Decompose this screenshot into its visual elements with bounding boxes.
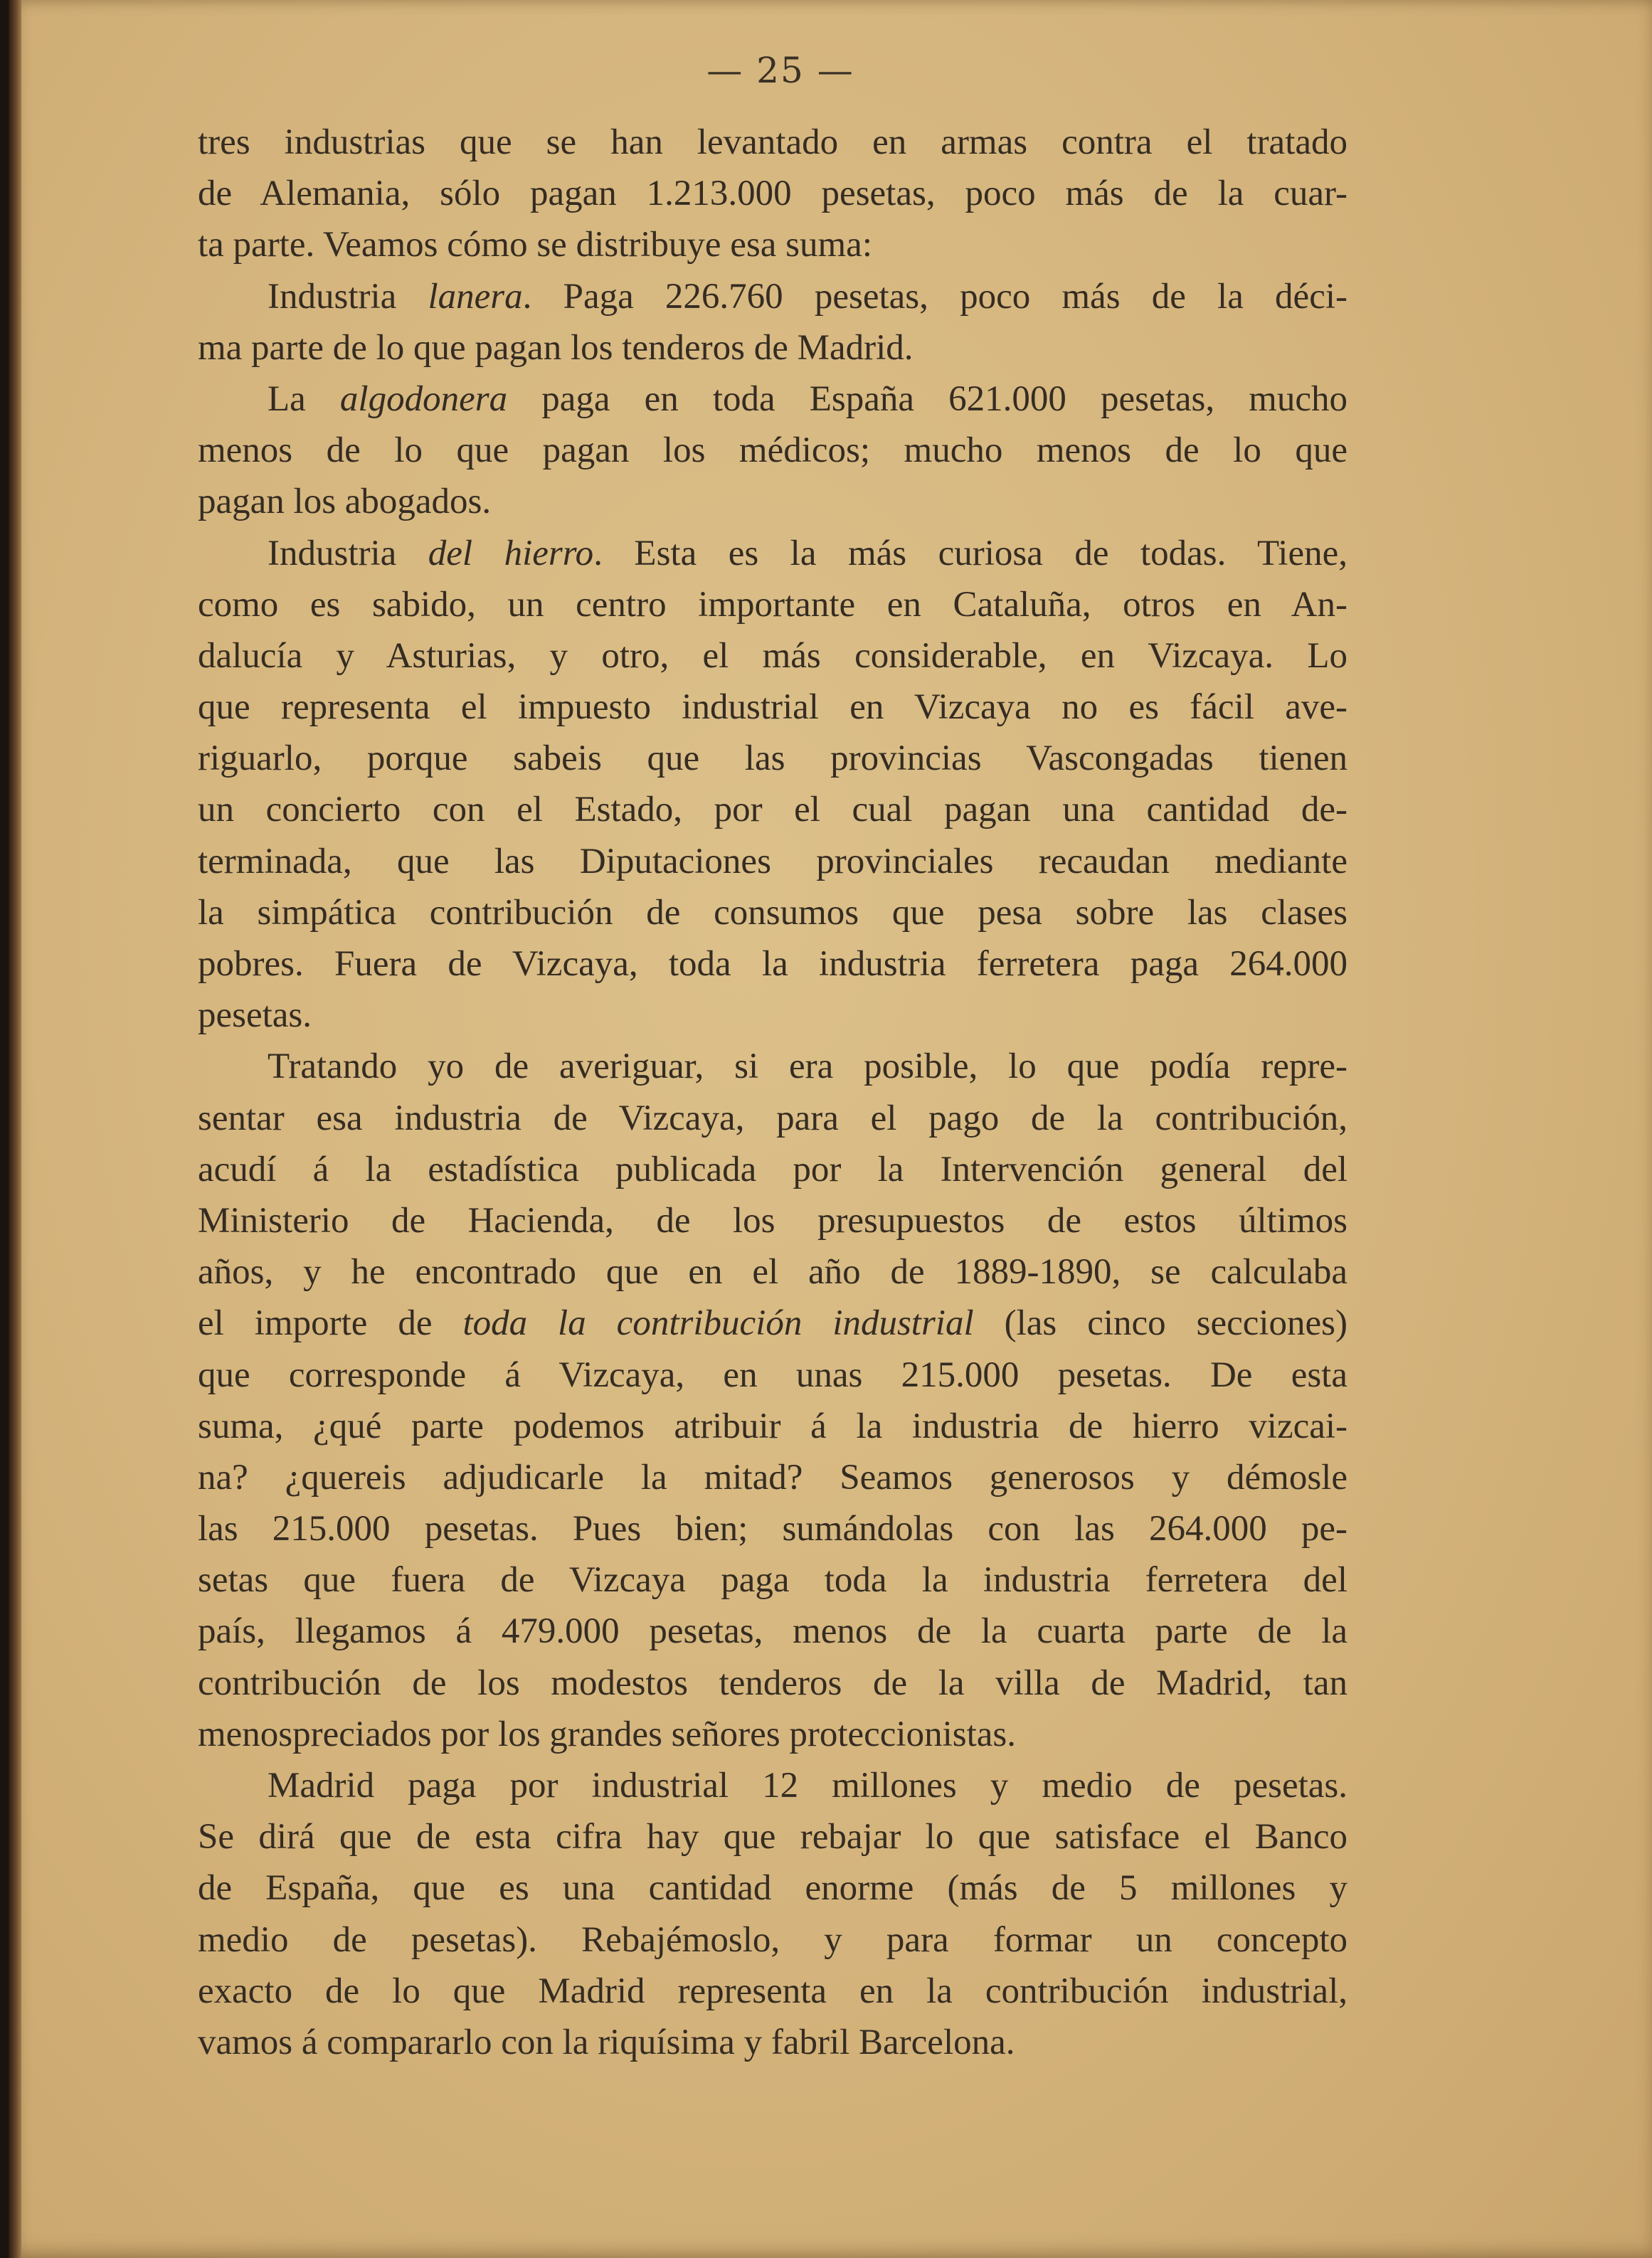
text-line: pobres. Fuera de Vizcaya, toda la industria ferretera paga 264.000 <box>198 944 1347 984</box>
text-line: setas que fuera de Vizcaya paga toda la industria ferretera del <box>198 1560 1347 1601</box>
text-line: país, llegamos á 479.000 pesetas, menos de la cuarta parte de la <box>198 1611 1347 1652</box>
text-line: terminada, que las Diputaciones provinciales recaudan mediante <box>198 841 1347 881</box>
text-run: paga en toda España 621.000 pesetas, mucho <box>507 378 1347 419</box>
text-line: de España, que es una cantidad enorme (más de 5 millones y <box>198 1868 1347 1909</box>
text-line: contribución de los modestos tenderos de la villa de Madrid, tan <box>198 1663 1347 1703</box>
text-line: Ministerio de Hacienda, de los presupuestos de estos últimos <box>198 1200 1347 1241</box>
text-line: ma parte de lo que pagan los tenderos de Madrid. <box>198 327 914 368</box>
text-line: Tratando yo de averiguar, si era posible, lo que podía repre- <box>268 1046 1347 1087</box>
book-binding-edge <box>9 0 21 2258</box>
text-line: na? ¿quereis adjudicarle la mitad? Seamos generosos y démosle <box>198 1457 1347 1498</box>
text-line: de Alemania, sólo pagan 1.213.000 pesetas, poco más de la cuar- <box>198 174 1347 214</box>
text-run: el importe de <box>198 1303 463 1344</box>
italic-run: toda la contribución industrial <box>462 1303 974 1344</box>
text-line: pagan los abogados. <box>198 482 492 522</box>
text-line <box>198 528 1347 579</box>
page-number: — 25 — <box>706 50 854 91</box>
text-line: un concierto con el Estado, por el cual pagan una cantidad de- <box>198 790 1347 830</box>
text-line: tres industrias que se han levantado en armas contra el tratado <box>198 122 1347 162</box>
text-line: exacto de lo que Madrid representa en la contribución industrial, <box>198 1971 1347 2011</box>
text-line: las 215.000 pesetas. Pues bien; sumándolas con las 264.000 pe- <box>198 1509 1347 1549</box>
text-line: sentar esa industria de Vizcaya, para el pago de la contribución, <box>198 1098 1347 1138</box>
body-text <box>198 117 1347 2068</box>
text-run: . Paga 226.760 pesetas, poco más de la déci- <box>522 276 1347 317</box>
text-line: medio de pesetas). Rebajémoslo, y para formar un concepto <box>198 1919 1347 1960</box>
text-line: Madrid paga por industrial 12 millones y medio de pesetas. <box>268 1766 1347 1806</box>
text-line: la simpática contribución de consumos que pesa sobre las clases <box>198 892 1347 933</box>
text-line: que corresponde á Vizcaya, en unas 215.000 pesetas. De esta <box>198 1355 1347 1395</box>
text-line <box>198 1298 1347 1349</box>
text-line: pesetas. <box>198 995 312 1036</box>
text-run: Industria <box>268 276 428 317</box>
italic-run: del hierro <box>428 533 594 573</box>
text-line: menospreciados por los grandes señores proteccionistas. <box>198 1714 1017 1754</box>
text-line: riguarlo, porque sabeis que las provincias Vascongadas tienen <box>198 738 1347 779</box>
text-line: años, y he encontrado que en el año de 1889-1890, se calculaba <box>198 1252 1347 1293</box>
italic-run: lanera <box>428 276 523 317</box>
text-line <box>198 373 1347 425</box>
text-line: ta parte. Veamos cómo se distribuye esa suma: <box>198 225 872 265</box>
text-run: . Esta es la más curiosa de todas. Tiene, <box>593 533 1347 573</box>
text-line: Se dirá que de esta cifra hay que rebajar lo que satisface el Banco <box>198 1817 1347 1857</box>
text-line <box>198 271 1347 322</box>
text-line: vamos á compararlo con la riquísima y fabril Barcelona. <box>198 2022 1015 2062</box>
text-run: Industria <box>268 533 428 573</box>
text-line: que representa el impuesto industrial en Vizcaya no es fácil ave- <box>198 687 1347 728</box>
italic-run: algodonera <box>339 378 508 419</box>
scanned-page <box>9 0 1652 2258</box>
text-line: acudí á la estadística publicada por la Intervención general del <box>198 1149 1347 1189</box>
text-run: (las cinco secciones) <box>973 1303 1347 1344</box>
text-run: La <box>268 378 340 419</box>
text-line: dalucía y Asturias, y otro, el más considerable, en Vizcaya. Lo <box>198 635 1347 676</box>
text-line: menos de lo que pagan los médicos; mucho menos de lo que <box>198 430 1347 471</box>
text-line: como es sabido, un centro importante en Cataluña, otros en An- <box>198 584 1347 625</box>
text-line: suma, ¿qué parte podemos atribuir á la industria de hierro vizcai- <box>198 1406 1347 1446</box>
